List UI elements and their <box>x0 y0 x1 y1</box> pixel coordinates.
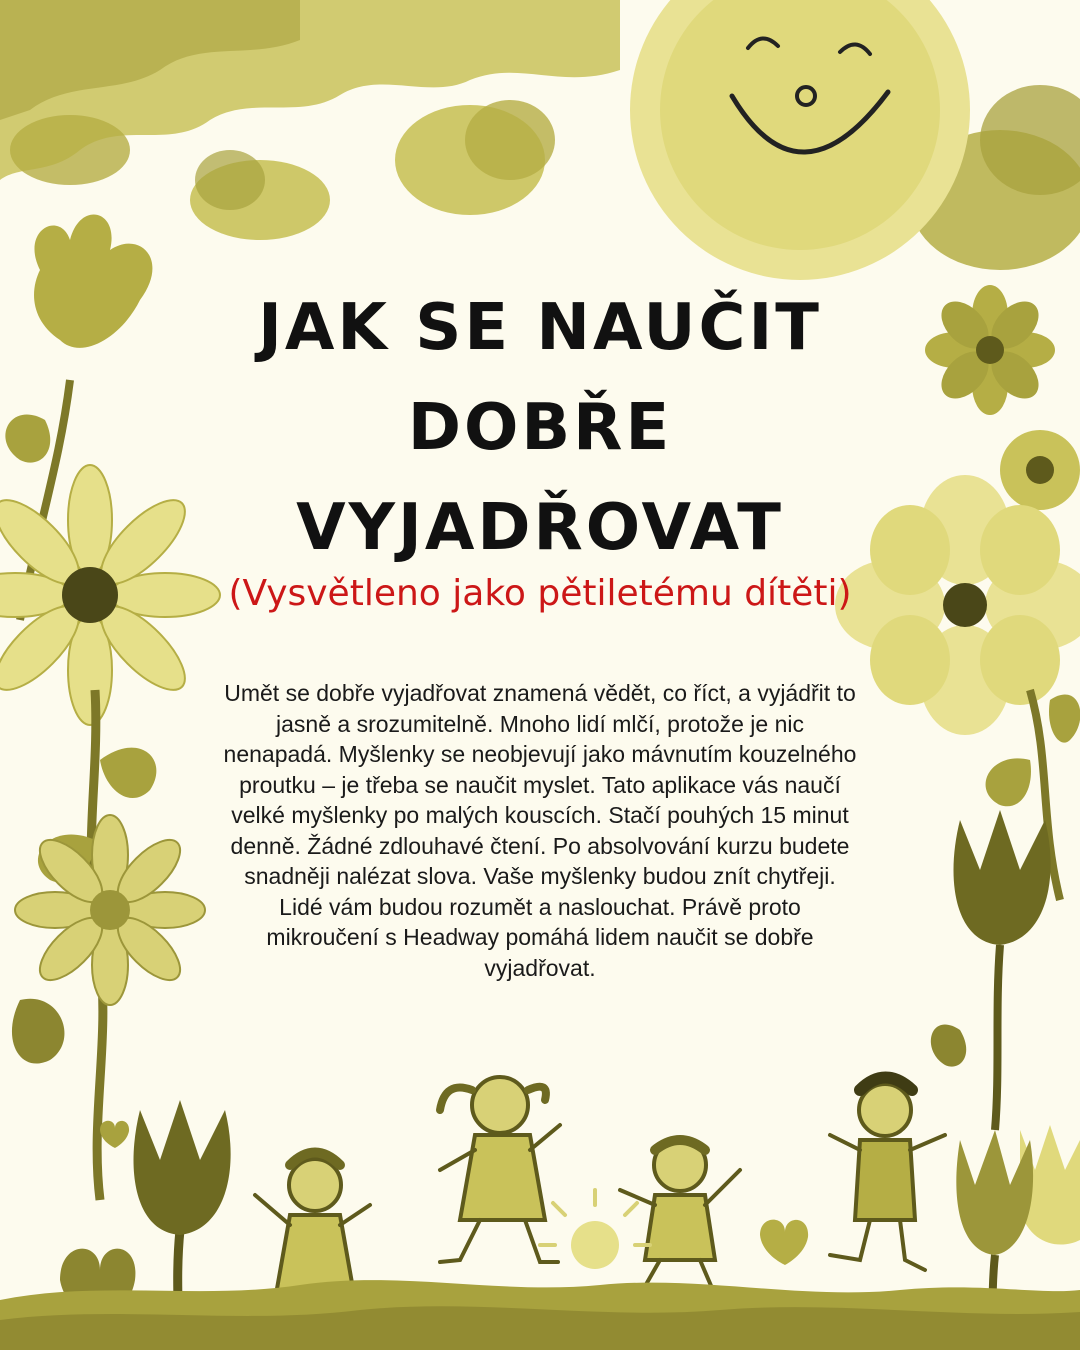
poster-title <box>140 278 940 578</box>
body-paragraph: Umět se dobře vyjadřovat znamená vědět, co říct, a vyjádřit to jasně a srozumitelně. Mnoho lidí mlčí, protože je nic nenapadá. Myšlenky se neobjevují jako mávnutím kouzelného proutku – je třeba se naučit myslet. Tato aplikace vás naučí velké myšlenky po malých kouscích. Stačí pouhých 15 minut denně. Žádné zdlouhavé čtení. Po absolvování kurzu budete snadněji nalézat slova. Vaše myšlenky budou znít chytřeji. Lidé vám budou rozumět a naslouchat. Právě proto mikroučení s Headway pomáhá lidem naučit se dobře vyjadřovat. <box>223 680 857 981</box>
title-line-3: VYJADŘOVAT <box>296 491 784 565</box>
title-line-2: DOBŘE <box>407 391 673 465</box>
title-line-1: JAK SE NAUČIT <box>258 291 822 365</box>
poster-subtitle: (Vysvětleno jako pětiletému dítěti) <box>228 573 852 614</box>
